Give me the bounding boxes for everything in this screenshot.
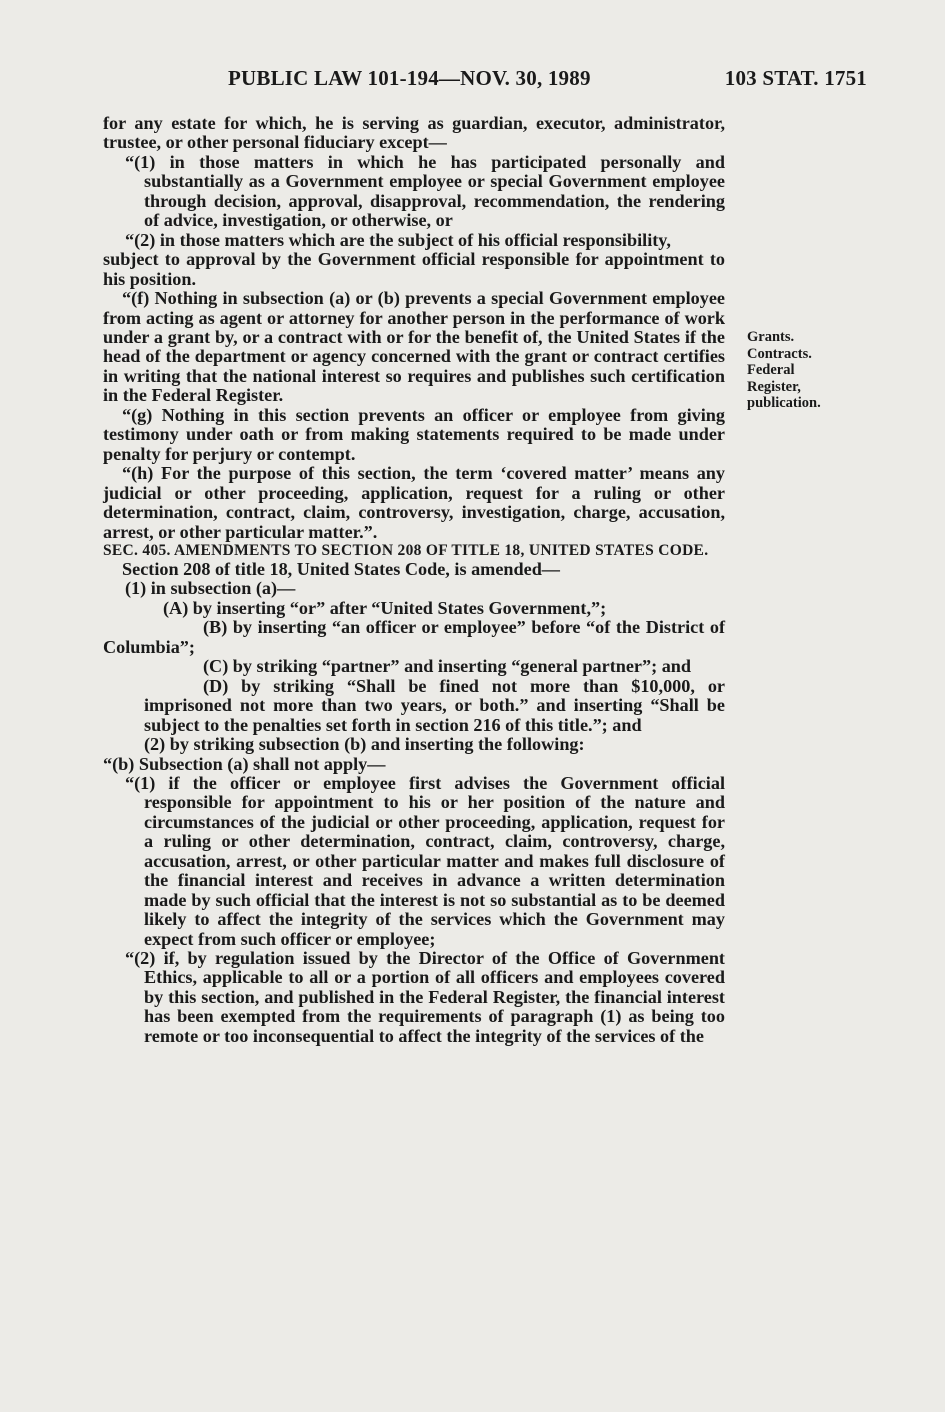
paragraph: (B) by inserting “an officer or employee” before “of the District of Columbia”;: [103, 617, 725, 657]
paragraph: “(2) in those matters which are the subject of his official responsibility,: [125, 229, 671, 250]
header-title: PUBLIC LAW 101-194—NOV. 30, 1989: [228, 66, 591, 90]
margin-note: [747, 329, 857, 412]
paragraph: “(b) Subsection (a) shall not apply—: [103, 753, 386, 774]
paragraph: (C) by striking “partner” and inserting “general partner”; and: [203, 656, 692, 677]
document-body: [103, 114, 725, 1046]
margin-note-line: publication.: [747, 395, 821, 411]
paragraph: “(1) if the officer or employee first advises the Government official responsible for appointment to his or her position of the nature and circumstances of the judicial or other proceeding, application, request for a ruling or other determination, contract, claim, controversy, charge, accusation, arrest, or other particular matter and makes full disclosure of the financial interest and receives in advance a written determination made by such official that the interest is not so substantial as to be deemed likely to affect the integrity of the services which the Government may expect from such officer or employee;: [125, 772, 725, 949]
section-heading: SEC. 405. AMENDMENTS TO SECTION 208 OF TITLE 18, UNITED STATES CODE.: [103, 541, 709, 559]
paragraph: “(1) in those matters in which he has participated personally and substantially as a Government employee or special Government employee through decision, approval, disapproval, recommendation, the rendering of advice, investigation, or otherwise, or: [125, 151, 725, 231]
margin-note-line: Contracts.: [747, 345, 812, 362]
paragraph: (1) in subsection (a)—: [125, 578, 296, 599]
paragraph: “(g) Nothing in this section prevents an officer or employee from giving testimony under oath or from making statements required to be made under penalty for perjury or contempt.: [103, 404, 725, 464]
margin-note-line: Federal: [747, 362, 795, 378]
paragraph: (2) by striking subsection (b) and inserting the following:: [144, 734, 585, 755]
page-header: [0, 66, 945, 94]
paragraph: “(h) For the purpose of this section, the term ‘covered matter’ means any judicial or other proceeding, application, request for a ruling or other determination, contract, claim, controversy, investigation, charge, accusation, arrest, or other particular matter.”.: [103, 463, 725, 542]
paragraph: subject to approval by the Government official responsible for appointment to his position.: [103, 249, 725, 289]
paragraph: (A) by inserting “or” after “United States Government,”;: [163, 597, 607, 618]
margin-note-line: Register,: [747, 378, 801, 395]
paragraph: Section 208 of title 18, United States Code, is amended—: [122, 558, 560, 579]
stat-page-number: 103 STAT. 1751: [724, 66, 867, 90]
paragraph: “(2) if, by regulation issued by the Director of the Office of Government Ethics, applicable to all or a portion of all officers and employees covered by this section, and published in the Federal Register, the financial interest has been exempted from the requirements of paragraph (1) as being too remote or too inconsequential to affect the integrity of the services of the: [125, 948, 725, 1046]
paragraph: (D) by striking “Shall be fined not more than $10,000, or imprisoned not more than two years, or both.” and inserting “Shall be subject to the penalties set forth in section 216 of this title.”; and: [144, 675, 725, 735]
paragraph: “(f) Nothing in subsection (a) or (b) prevents a special Government employee from acting as agent or attorney for another person in the performance of work under a grant by, or a contract with or for the benefit of, the United States if the head of the department or agency concerned with the grant or contract certifies in writing that the national interest so requires and publishes such certification in the Federal Register.: [103, 288, 725, 406]
paragraph: for any estate for which, he is serving as guardian, executor, administrator, trustee, or other personal fiduciary except—: [103, 113, 725, 153]
margin-note-line: Grants.: [747, 329, 795, 345]
